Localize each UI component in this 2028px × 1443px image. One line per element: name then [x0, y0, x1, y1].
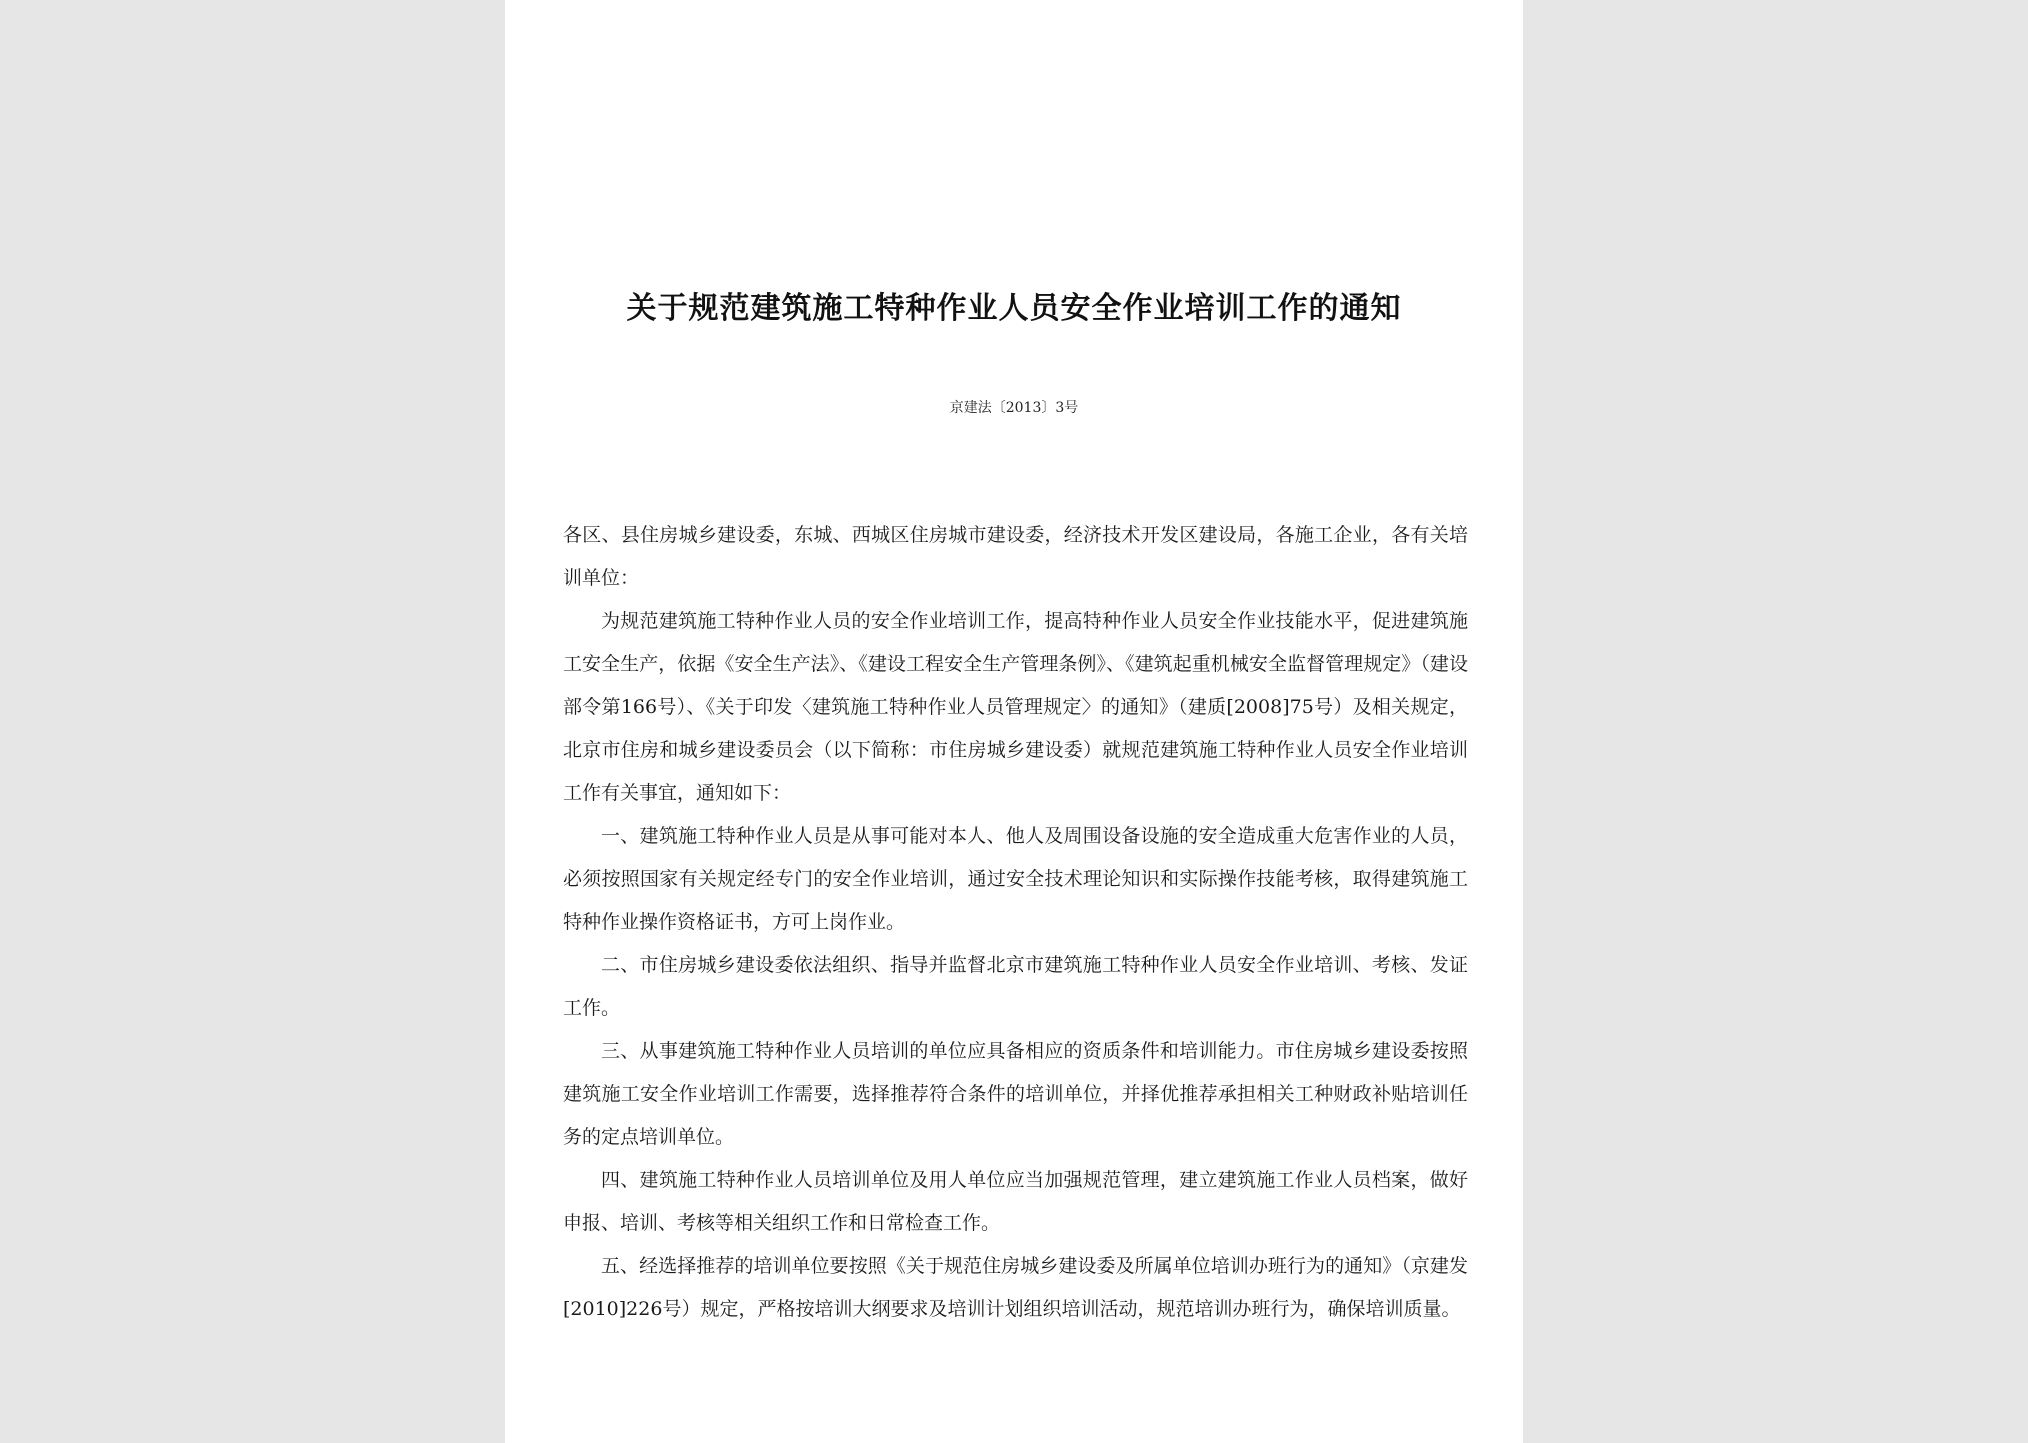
recipients-paragraph: 各区、县住房城乡建设委，东城、西城区住房城市建设委，经济技术开发区建设局，各施工企业，各有关培训单位：: [563, 524, 1468, 589]
item-paragraph-2: 二、市住房城乡建设委依法组织、指导并监督北京市建筑施工特种作业人员安全作业培训、考核、发证工作。: [563, 954, 1468, 1019]
item-paragraph-4: 四、建筑施工特种作业人员培训单位及用人单位应当加强规范管理，建立建筑施工作业人员档案，做好申报、培训、考核等相关组织工作和日常检查工作。: [563, 1169, 1468, 1234]
item-paragraph-1: 一、建筑施工特种作业人员是从事可能对本人、他人及周围设备设施的安全造成重大危害作业的人员，必须按照国家有关规定经专门的安全作业培训，通过安全技术理论知识和实际操作技能考核，取得建筑施工特种作业操作资格证书，方可上岗作业。: [563, 825, 1468, 933]
document-page: [505, 0, 1523, 1443]
document-body: [563, 514, 1468, 1331]
item-paragraph-3: 三、从事建筑施工特种作业人员培训的单位应具备相应的资质条件和培训能力。市住房城乡建设委按照建筑施工安全作业培训工作需要，选择推荐符合条件的培训单位，并择优推荐承担相关工种财政补贴培训任务的定点培训单位。: [563, 1040, 1468, 1148]
document-number: 京建法〔2013〕3号: [949, 400, 1079, 416]
document-title: 关于规范建筑施工特种作业人员安全作业培训工作的通知: [626, 291, 1402, 326]
item-paragraph-5: 五、经选择推荐的培训单位要按照《关于规范住房城乡建设委及所属单位培训办班行为的通知》（京建发[2010]226号）规定，严格按培训大纲要求及培训计划组织培训活动，规范培训办班行为，确保培训质量。: [563, 1255, 1468, 1320]
intro-paragraph: 为规范建筑施工特种作业人员的安全作业培训工作，提高特种作业人员安全作业技能水平，促进建筑施工安全生产，依据《安全生产法》、《建设工程安全生产管理条例》、《建筑起重机械安全监督管理规定》（建设部令第166号）、《关于印发〈建筑施工特种作业人员管理规定〉的通知》（建质[2008]75号）及相关规定，北京市住房和城乡建设委员会（以下简称：市住房城乡建设委）就规范建筑施工特种作业人员安全作业培训工作有关事宜，通知如下：: [563, 610, 1468, 804]
